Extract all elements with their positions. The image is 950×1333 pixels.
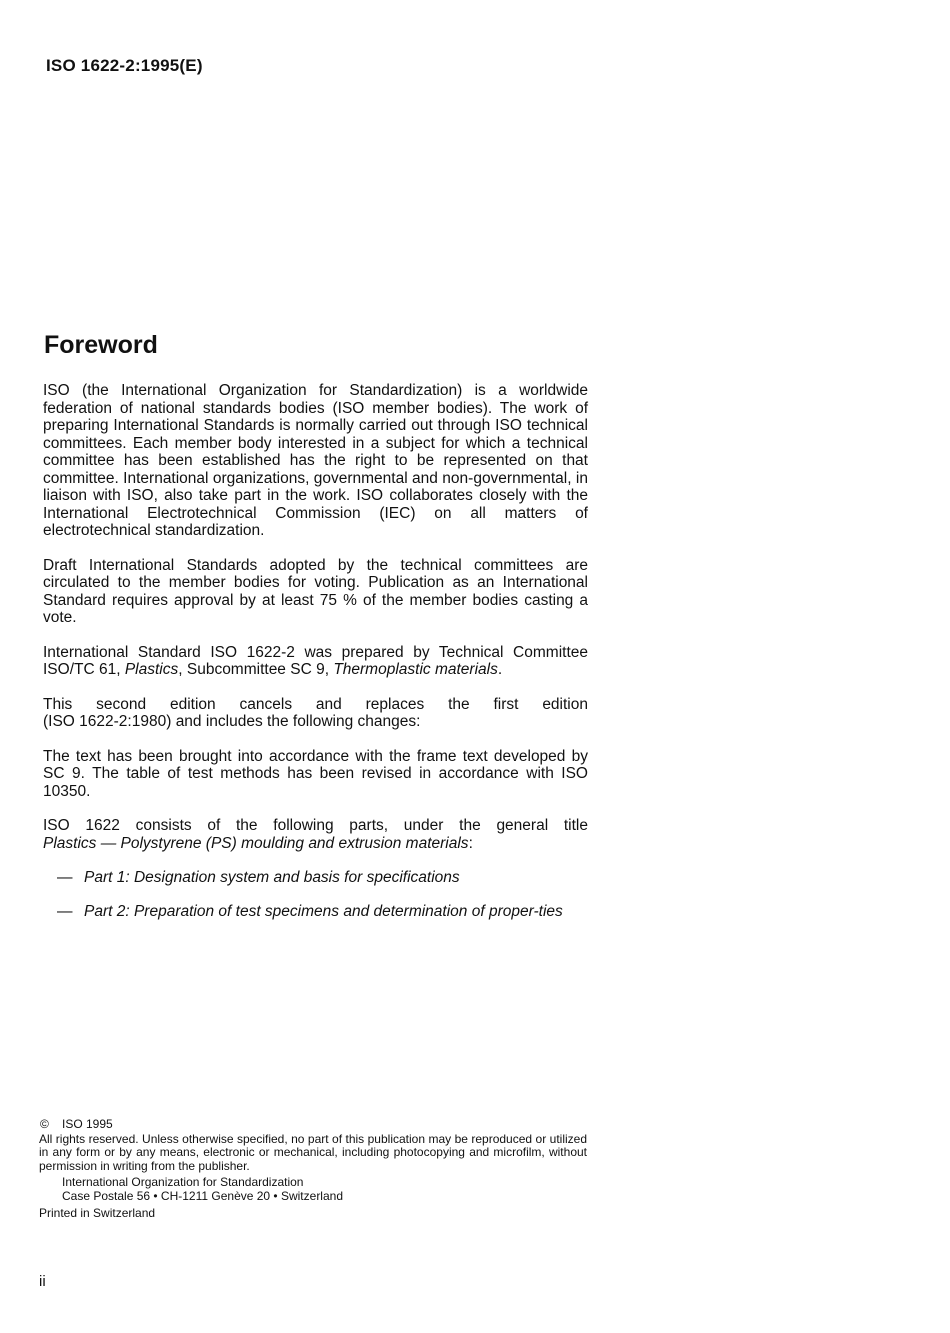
p3-text-e: . (497, 661, 503, 678)
copyright-line (40, 1118, 587, 1132)
p3-committee-title: Plastics (124, 661, 179, 678)
foreword-body (43, 382, 588, 936)
copyright-icon: © (40, 1117, 49, 1131)
copyright-year: ISO 1995 (62, 1117, 113, 1131)
p6-line-1: ISO 1622 consists of the following parts, under the general title (43, 817, 588, 834)
foreword-heading: Foreword (44, 331, 158, 359)
organization-name: International Organization for Standardization (62, 1175, 304, 1189)
list-item (43, 903, 588, 921)
p6-colon: : (468, 834, 473, 852)
rights-statement: All rights reserved. Unless otherwise specified, no part of this publication may be reproduced or utilized in any form or by any means, electronic or mechanical, including photocopying and microfilm, without permission in writing from the publisher. (39, 1131, 587, 1173)
p4-line-2: (ISO 1622-2:1980) and includes the following changes: (43, 713, 421, 730)
foreword-paragraph-5: The text has been brought into accordance with the frame text developed by SC 9. The table of test methods has been revised in accordance with ISO 10350. (43, 747, 588, 800)
foreword-paragraph-6 (43, 817, 588, 852)
printed-in: Printed in Switzerland (39, 1206, 156, 1220)
p3-subcommittee-title: Thermoplastic materials (333, 661, 498, 678)
page-number: ii (39, 1273, 46, 1290)
p3-text-c: , Subcommittee SC 9, (178, 661, 334, 678)
foreword-paragraph-1: ISO (the International Organization for Standardization) is a worldwide federation of national standards bodies (ISO member bodies). The work of preparing International Standards is normally carried out through ISO technical committees. Each member body interested in a subject for which a technical committee has been established has the right to be represented on that committee. International organizations, governmental and non-governmental, in liaison with ISO, also take part in the work. ISO collaborates closely with the International Electrotechnical Commission (IEC) on all matters of electrotechnical standardization. (43, 382, 588, 539)
postal-address: Case Postale 56 • CH-1211 Genève 20 • Switzerland (62, 1188, 343, 1203)
list-dash: — (57, 869, 73, 886)
list-dash: — (57, 902, 73, 920)
foreword-paragraph-4 (43, 696, 588, 731)
list-item-text: Part 1: Designation system and basis for specifications (84, 869, 460, 886)
list-item-text: Part 2: Preparation of test specimens and determination of proper-ties (84, 902, 563, 920)
foreword-paragraph-3 (43, 644, 588, 679)
document-identifier: ISO 1622-2:1995(E) (46, 56, 203, 75)
p6-general-title: Plastics — Polystyrene (PS) moulding and extrusion materials (43, 834, 469, 852)
organization-address (62, 1176, 587, 1203)
p4-line-1: This second edition cancels and replaces the first edition (43, 695, 588, 713)
p3-text-a: International Standard ISO 1622-2 was prepared by Technical Committee ISO/TC 61, (43, 643, 588, 678)
list-item (43, 869, 588, 887)
copyright-block (39, 1118, 587, 1221)
foreword-paragraph-2: Draft International Standards adopted by the technical committees are circulated to the member bodies for voting. Publication as an International Standard requires approval by at least 75 % of the member bodies casting a vote. (43, 556, 588, 626)
